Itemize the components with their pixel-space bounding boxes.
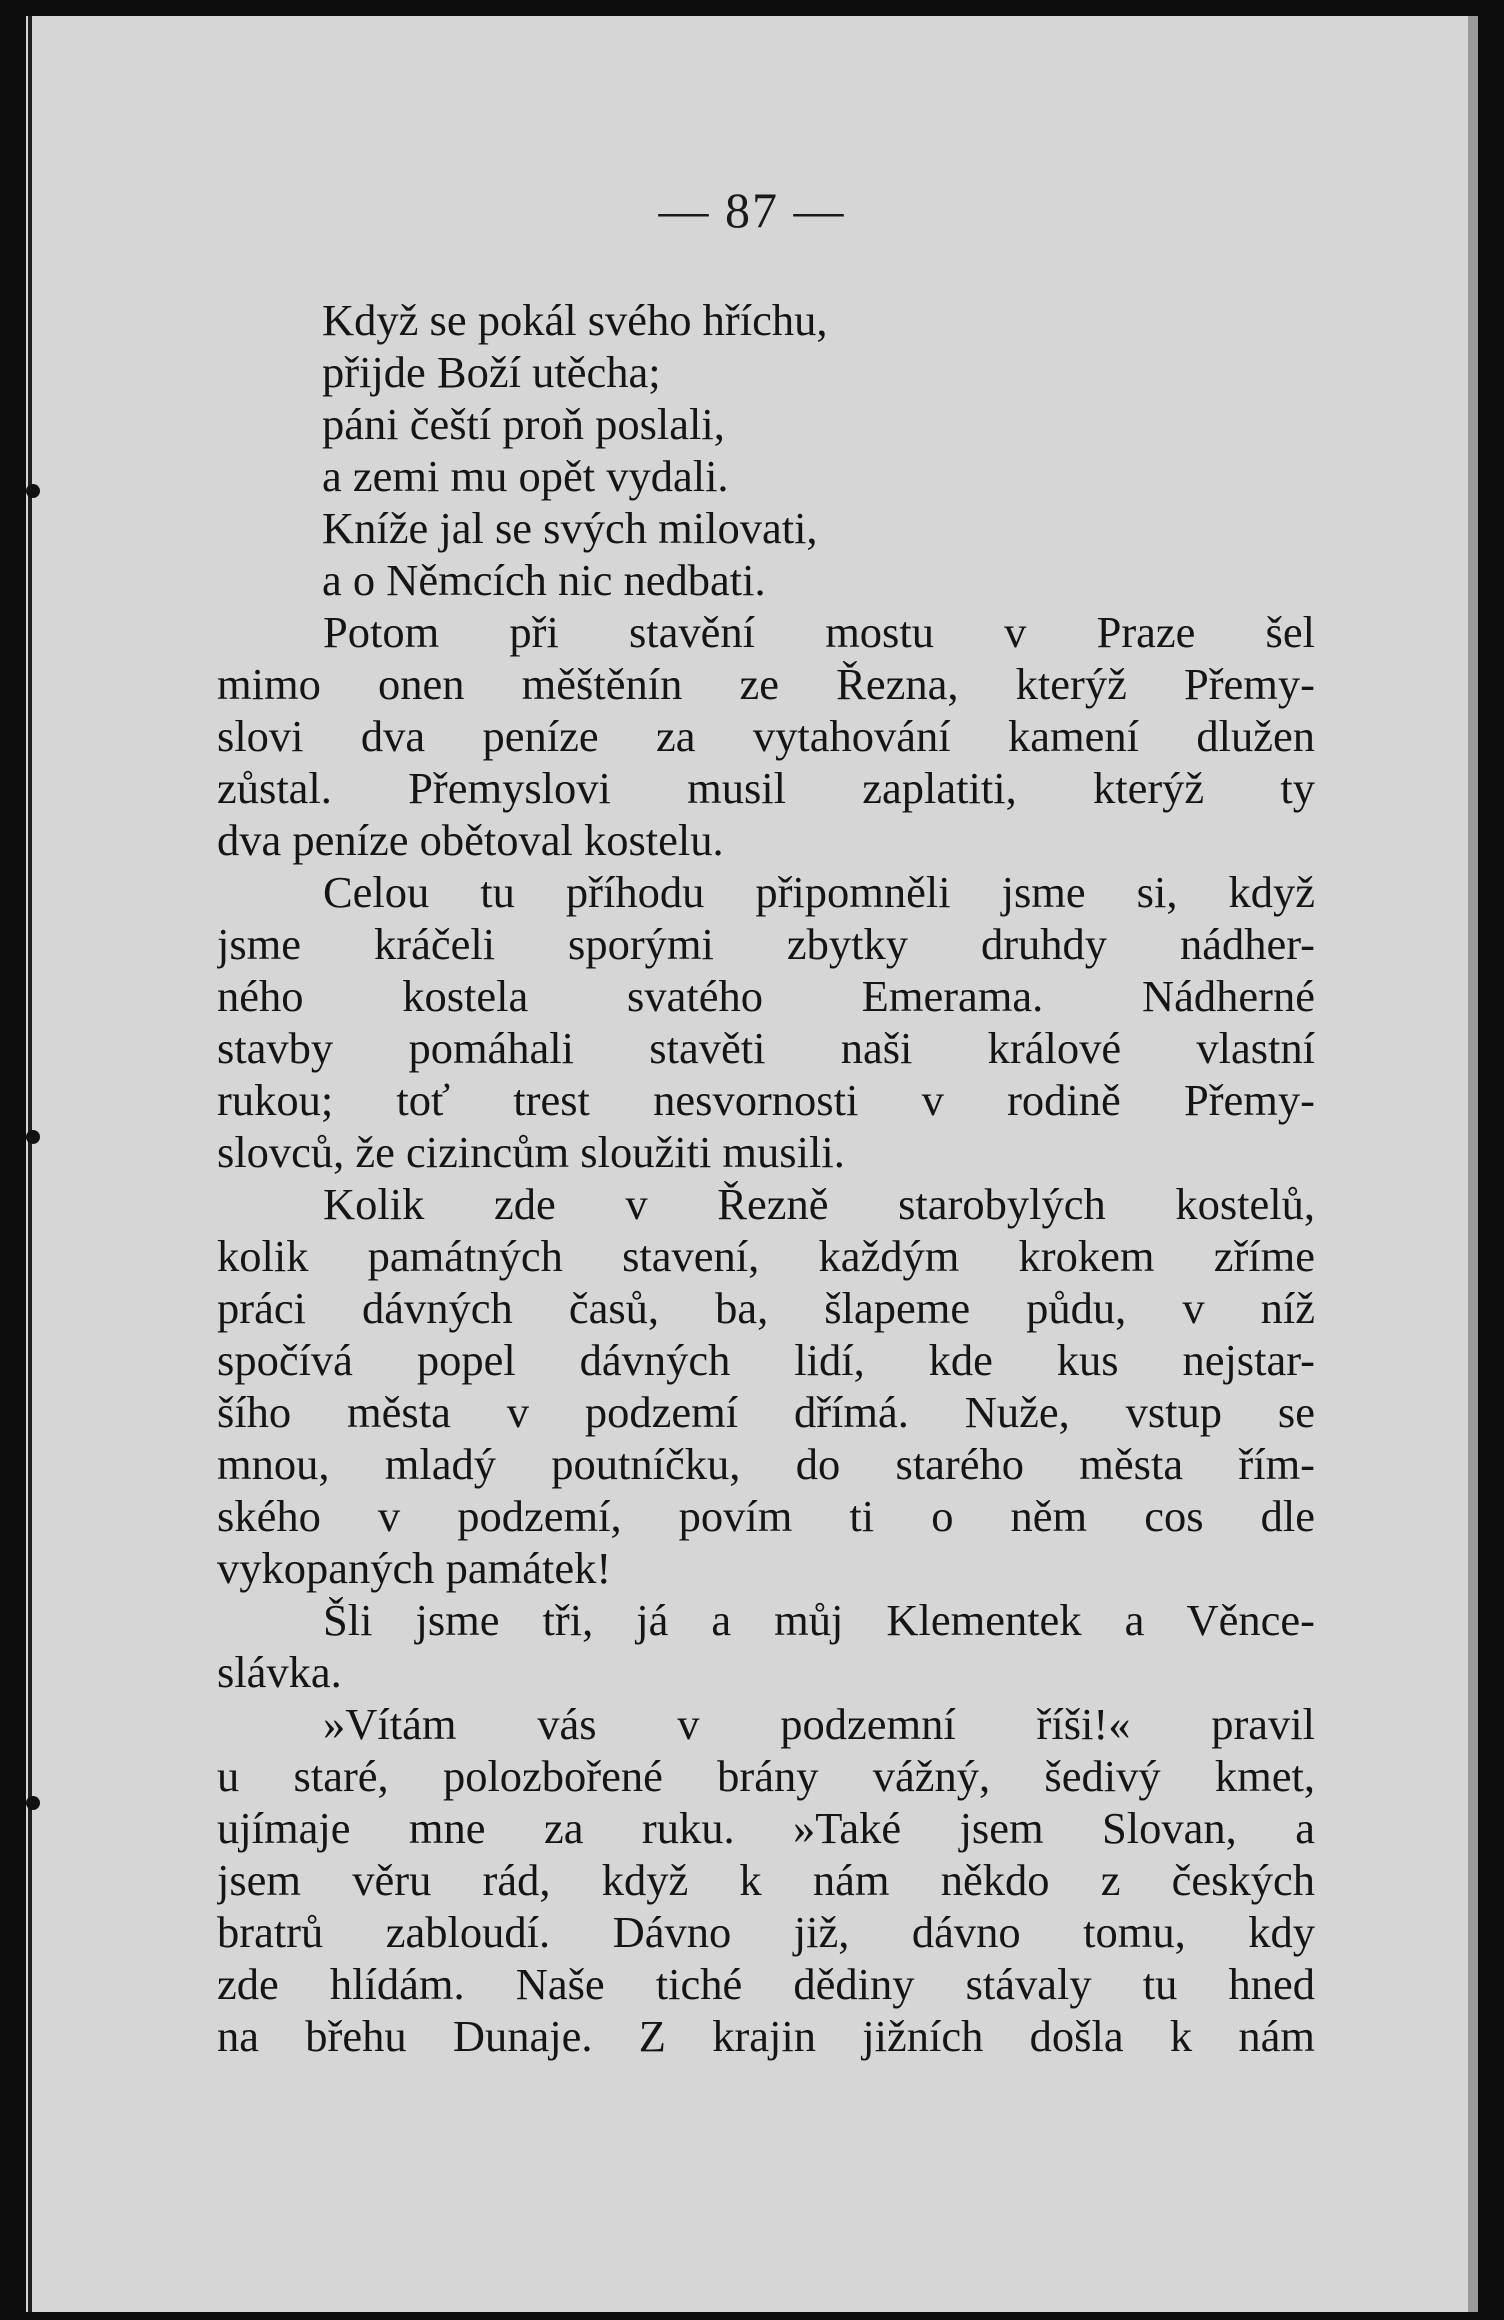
prose-line: zde hlídám. Naše tiché dědiny stávaly tu hned <box>217 1959 1315 2009</box>
prose-line: spočívá popel dávných lidí, kde kus nejstar- <box>217 1335 1315 1385</box>
book-page <box>26 16 1478 2312</box>
prose-line: ného kostela svatého Emerama. Nádherné <box>217 971 1315 1021</box>
binding-mark <box>26 1130 40 1144</box>
poem-line: a o Němcích nic nedbati. <box>322 555 766 605</box>
prose-line: bratrů zabloudí. Dávno již, dávno tomu, kdy <box>217 1907 1315 1957</box>
prose-body <box>217 606 1315 2062</box>
prose-line: jsme kráčeli sporými zbytky druhdy nádher- <box>217 919 1315 969</box>
binding-mark <box>26 484 40 498</box>
prose-line: Kolik zde v Řezně starobylých kostelů, <box>323 1179 1315 1229</box>
poem-line: páni čeští proň poslali, <box>322 399 725 449</box>
page-edge <box>1468 16 1478 2312</box>
page-spine <box>28 16 32 2312</box>
poem-line: přijde Boží utěcha; <box>322 347 661 397</box>
prose-line: dva peníze obětoval kostelu. <box>217 815 724 865</box>
prose-line: vykopaných památek! <box>217 1543 612 1593</box>
prose-line: mimo onen měštěnín ze Řezna, kterýž Přemy- <box>217 659 1315 709</box>
prose-line: šího města v podzemí dřímá. Nuže, vstup se <box>217 1387 1315 1437</box>
prose-line: kolik památných stavení, každým krokem zříme <box>217 1231 1315 1281</box>
prose-line: »Vítám vás v podzemní říši!« pravil <box>323 1699 1315 1749</box>
page-number: — 87 — <box>658 182 846 238</box>
prose-line: mnou, mladý poutníčku, do starého města řím- <box>217 1439 1315 1489</box>
poem-line: Kníže jal se svých milovati, <box>322 503 818 553</box>
prose-line: slávka. <box>217 1647 342 1697</box>
prose-line: na břehu Dunaje. Z krajin jižních došla k nám <box>217 2011 1315 2061</box>
prose-line: Celou tu příhodu připomněli jsme si, když <box>323 867 1315 917</box>
prose-line: u staré, polozbořené brány vážný, šedivý kmet, <box>217 1751 1315 1801</box>
prose-line: ujímaje mne za ruku. »Také jsem Slovan, a <box>217 1803 1315 1853</box>
poem-stanza <box>322 294 827 606</box>
prose-line: slovi dva peníze za vytahování kamení dlužen <box>217 711 1315 761</box>
prose-line: rukou; toť trest nesvornosti v rodině Přemy- <box>217 1075 1315 1125</box>
binding-mark <box>26 1796 40 1810</box>
prose-line: Potom při stavění mostu v Praze šel <box>323 607 1315 657</box>
prose-line: Šli jsme tři, já a můj Klementek a Věnce- <box>323 1595 1315 1645</box>
prose-line: stavby pomáhali stavěti naši králové vlastní <box>217 1023 1315 1073</box>
prose-line: jsem věru rád, když k nám někdo z českých <box>217 1855 1315 1905</box>
poem-line: Když se pokál svého hříchu, <box>322 295 828 345</box>
prose-line: práci dávných časů, ba, šlapeme půdu, v níž <box>217 1283 1315 1333</box>
poem-line: a zemi mu opět vydali. <box>322 451 729 501</box>
prose-line: zůstal. Přemyslovi musil zaplatiti, kterýž ty <box>217 763 1315 813</box>
prose-line: slovců, že cizincům sloužiti musili. <box>217 1127 845 1177</box>
prose-line: ského v podzemí, povím ti o něm cos dle <box>217 1491 1315 1541</box>
